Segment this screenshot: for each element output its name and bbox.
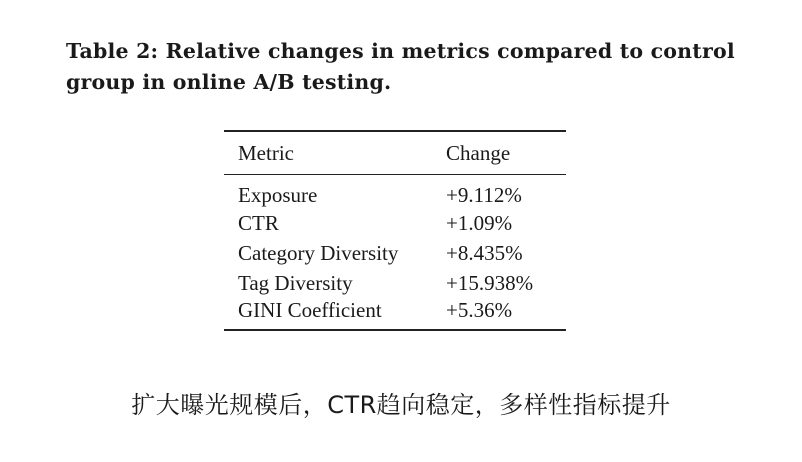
table-caption: Table 2: Relative changes in metrics compared to control group in online A/B testing.	[66, 39, 735, 94]
metric-name: CTR	[238, 210, 279, 235]
metric-change: +15.938%	[446, 270, 534, 295]
metrics-table	[224, 130, 566, 331]
metric-change: +8.435%	[446, 240, 523, 265]
metric-name: Tag Diversity	[238, 270, 353, 295]
table-row	[224, 238, 566, 268]
header-metric: Metric	[238, 140, 294, 165]
footer-annotation: 扩大曝光规模后，CTR趋向稳定，多样性指标提升	[131, 391, 671, 419]
table-row	[224, 298, 566, 330]
metric-name: Category Diversity	[238, 240, 399, 265]
metric-change: +9.112%	[446, 183, 522, 207]
table-row	[224, 268, 566, 298]
table-row	[224, 175, 566, 209]
table-row	[224, 208, 566, 238]
metric-change: +1.09%	[446, 210, 513, 235]
metric-name: GINI Coefficient	[238, 298, 382, 322]
metrics-table-container	[224, 130, 566, 331]
metric-change: +5.36%	[446, 298, 513, 322]
table-header-row	[224, 131, 566, 175]
metric-name: Exposure	[238, 183, 318, 207]
header-change: Change	[446, 140, 511, 165]
